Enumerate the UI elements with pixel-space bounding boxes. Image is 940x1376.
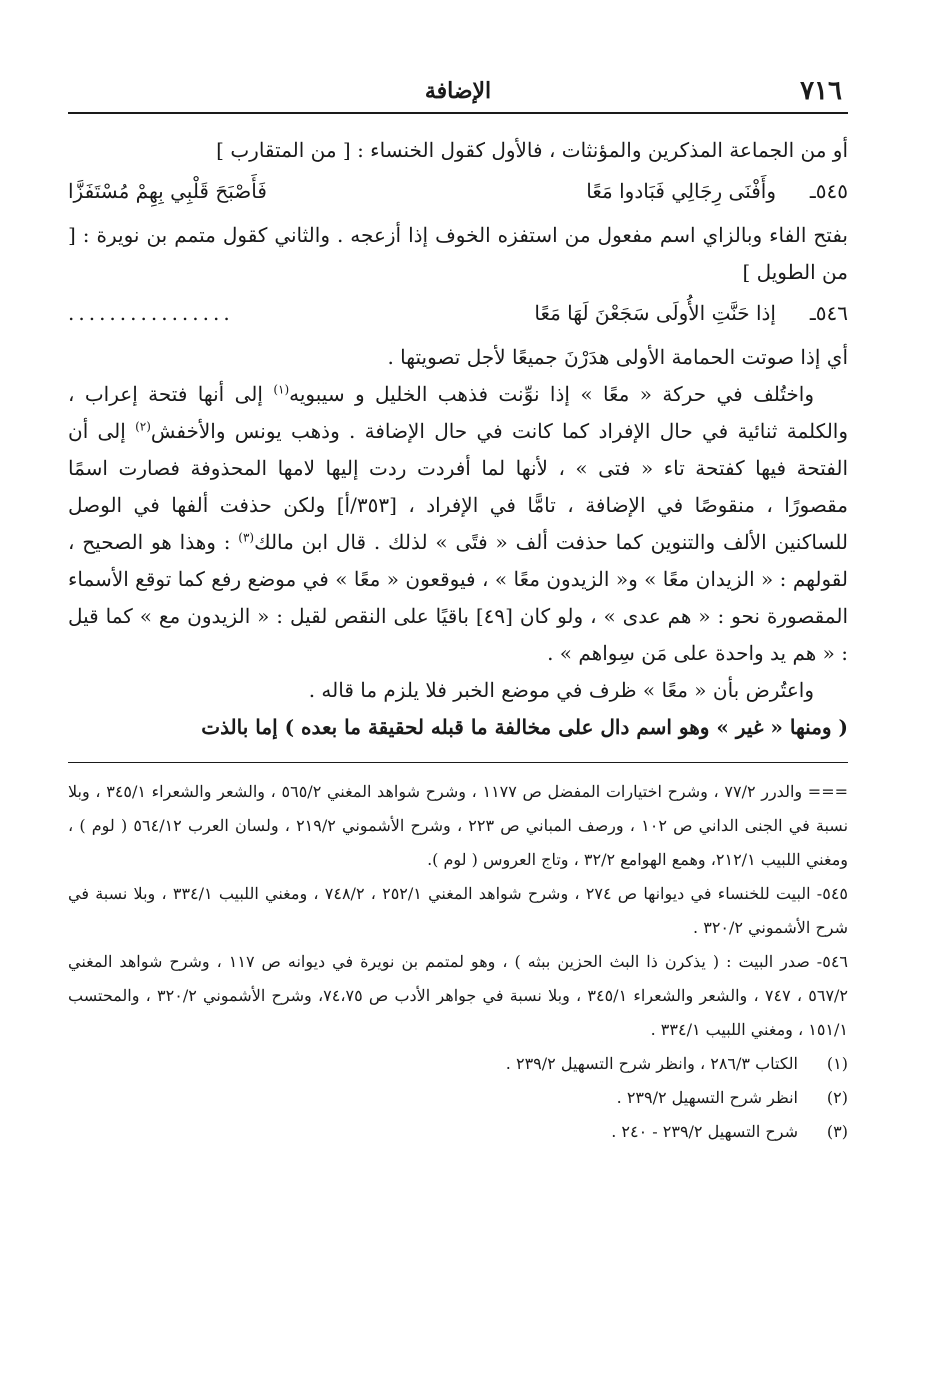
footnote-text: شرح التسهيل ٢٣٩/٢ - ٢٤٠ . [611,1122,798,1141]
footnote-text: انظر شرح التسهيل ٢٣٩/٢ . [616,1088,798,1107]
discussion-text: : وهذا هو الصحيح ، لقولهم : « الزيدان معًا » و« الزيدون معًا » ، فيوقعون « معًا » في موضع رفع كما توقع الأسماء المقصورة نحو : « هم عدى » ، ولو كان [٤٩] باقيًا على النقص لقيل : « الزيدون مع » كما قيل : « هم يد واحدة على مَن سِواهم » . [68,530,849,665]
footnote-text: الكتاب ٢٨٦/٣ ، وانظر شرح التسهيل ٢٣٩/٢ . [505,1054,798,1073]
verse-545 [68,173,848,213]
footnotes [68,762,848,1149]
discussion-text: إلى أنها فتحة إعراب ، والكلمة ثنائية في حال الإفراد كما كانت في حال الإضافة . وذهب يونس والأخفش [68,382,849,443]
paragraph-ghayr: ( ومنها « غير » وهو اسم دال على مخالفة ما قبله لحقيقة ما بعده ) إما بالذت [201,715,848,739]
paragraph-intro: أو من الجماعة المذكرين والمؤنثات ، فالأول كقول الخنساء : [ من المتقارب ] [216,138,848,162]
footnote-label: (١) [826,1054,848,1073]
footnote-ref-3: (٣) [238,530,255,545]
footnote-546: ٥٤٦- صدر البيت : ( يذكرن ذا البث الحزين ببثه ) ، وهو لمتمم بن نويرة في ديوانه ص ١١٧ ، وشرح شواهد المغني ٥٦٧/٢ ، ٧٤٧ ، والشعر والشعراء ٣٤٥/١ ، وبلا نسبة في جواهر الأدب ص ٧٤،٧٥، وشرح الأشموني ٣٢٠/٢ ، والمحتسب ١٥١/١ ، ومغني اللبيب ٣٣٤/١ . [68,952,849,1039]
footnote-3 [68,1115,848,1149]
verse-546 [68,295,848,335]
page-number: ٧١٦ [800,76,842,106]
running-title: الإضافة [424,78,492,104]
footnote-ref-2: (٢) [135,419,151,434]
verse-omitted-hemistich: ................ [68,301,234,325]
paragraph-discussion [68,376,848,672]
footnote-continued: === والدرر ٧٧/٢ ، وشرح اختيارات المفضل ص ١١٧٧ ، وشرح شواهد المغني ٥٦٥/٢ ، والشعر والشعراء ٣٤٥/١ ، وبلا نسبة في الجنى الداني ص ١٠٢ ، ورصف المباني ص ٢٢٣ ، وشرح الأشموني ٢١٩/٢ ، ولسان العرب ٥٦٤/١٢ ( لوم ) ، ومغني اللبيب ٢١٢/١، وهمع الهوامع ٣٢/٢ ، وتاج العروس ( لوم ). [68,782,849,869]
verse-second-hemistich: فَأَصْبَحَ قَلْبِي بِهِمْ مُسْتَفَزَّا [68,179,267,203]
footnote-label: (٣) [826,1122,848,1141]
footnote-2 [68,1081,848,1115]
page-header [68,70,848,114]
footnote-label: (٢) [826,1088,848,1107]
footnote-545: ٥٤٥- البيت للخنساء في ديوانها ص ٢٧٤ ، وشرح شواهد المغني ٢٥٢/١ ، ٧٤٨/٢ ، ومغني اللبيب ٣٣٤/١ ، وبلا نسبة في شرح الأشموني ٣٢٠/٢ . [68,884,848,937]
discussion-text: إلى أن الفتحة فيها كفتحة تاء « فتى » ، لأنها لما أفردت ردت إليها لامها المحذوفة فصارت اسمًا مقصورًا ، منقوصًا في الإضافة ، تامًّا في الإفراد ، [٣٥٣/أ] ولكن حذفت ألفها في الوصل للساكنين الألف والتنوين كما حذفت ألف « فتًى » لذلك . قال ابن مالك [68,419,848,554]
verse-number: ٥٤٦ـ [809,301,848,325]
paragraph-explanation: بفتح الفاء وبالزاي اسم مفعول من استفزه الخوف إذا أزعجه . والثاني كقول متمم بن نويرة : [ من الطويل ] [68,223,848,284]
discussion-text: واختُلف في حركة « معًا » إذا نوِّنت فذهب الخليل و سيبويه [289,382,815,406]
paragraph-gloss: أي إذا صوتت الحمامة الأولى هدَرْنَ جميعًا لأجل تصويتها . [387,345,848,369]
paragraph-objection: واعتُرض بأن « معًا » ظرف في موضع الخبر فلا يلزم ما قاله . [308,678,814,702]
footnote-ref-1: (١) [273,382,290,397]
verse-first-hemistich: إذا حَنَّتِ الأُولَى سَجَعْنَ لَهَا مَعًا [534,301,776,325]
book-page [68,70,848,1350]
main-text [68,132,848,746]
verse-first-hemistich: وأَفْنَى رِجَالِي فَبَادوا مَعًا [586,179,776,203]
footnote-1 [68,1047,848,1081]
verse-number: ٥٤٥ـ [809,179,848,203]
